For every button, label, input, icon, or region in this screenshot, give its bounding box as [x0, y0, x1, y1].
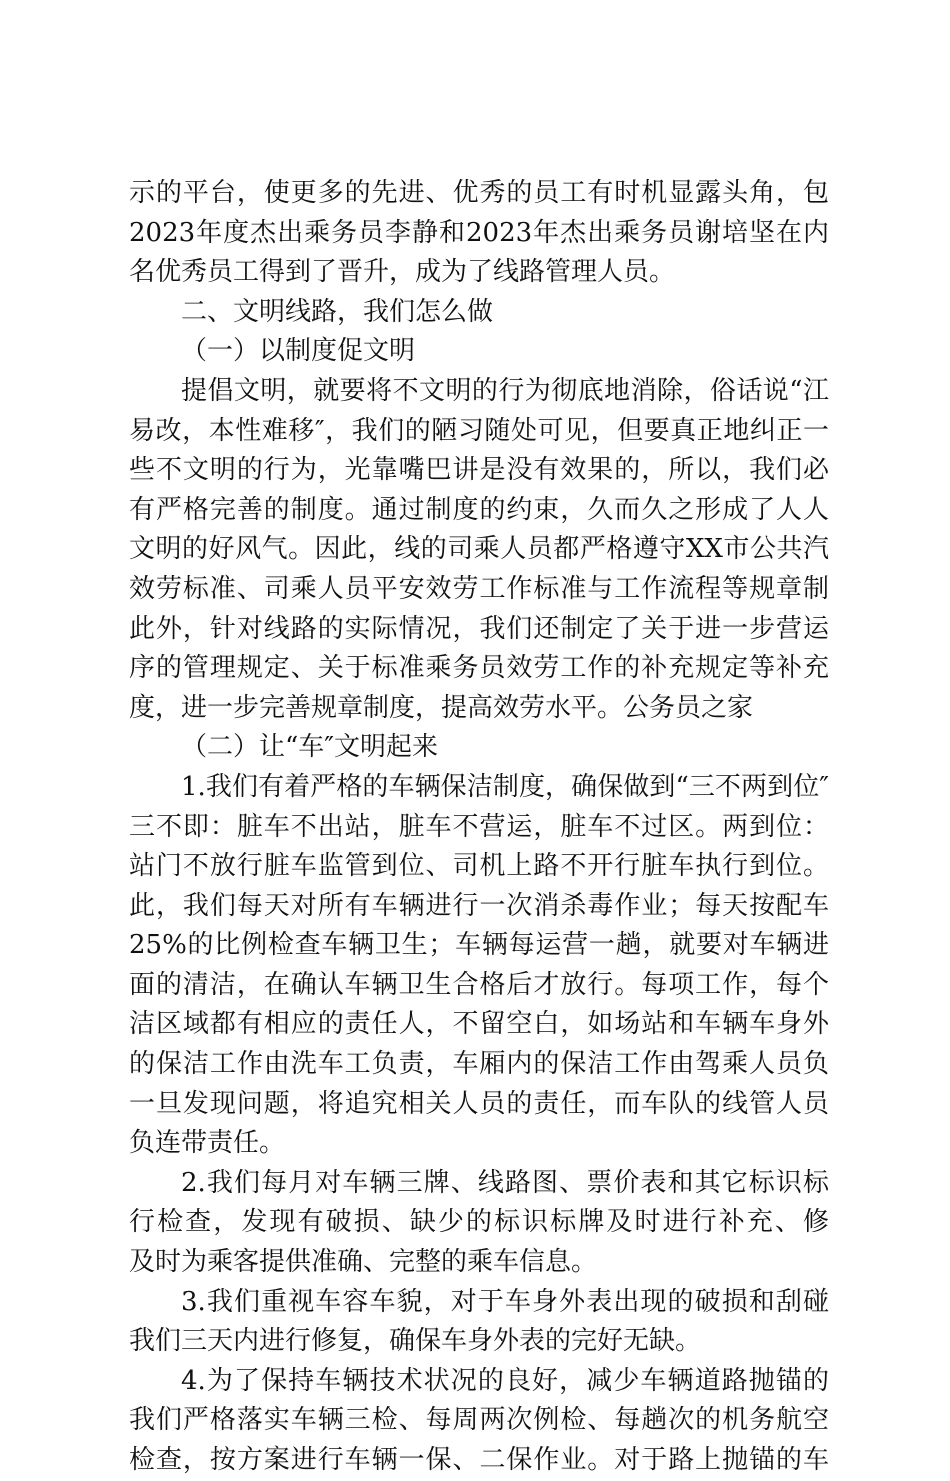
text-line: 些不文明的行为，光靠嘴巴讲是没有效果的，所以，我们必 — [129, 455, 829, 486]
text-line: 站门不放行脏车监管到位、司机上路不开行脏车执行到位。 — [129, 851, 829, 882]
text-line: 此外，针对线路的实际情况，我们还制定了关于进一步营运 — [129, 613, 829, 644]
text-line: 洁区域都有相应的责任人，不留空白，如场站和车辆车身外 — [129, 1009, 829, 1040]
text-line: 一旦发现问题，将追究相关人员的责任，而车队的线管人员 — [129, 1088, 829, 1119]
document-body — [129, 174, 829, 1481]
text-line: 及时为乘客提供准确、完整的乘车信息。 — [129, 1247, 598, 1278]
text-line: 序的管理规定、关于标准乘务员效劳工作的补充规定等补充 — [129, 653, 829, 684]
text-line: （二）让“车″文明起来 — [181, 732, 439, 763]
text-line: 文明的好风气。因此，线的司乘人员都严格遵守XX市公共汽 — [129, 534, 829, 565]
text-line: 度，进一步完善规章制度，提高效劳水平。公务员之家 — [129, 692, 754, 723]
text-line: 2023年度杰出乘务员李静和2023年杰出乘务员谢培坚在内 — [129, 217, 829, 248]
text-line: 25%的比例检查车辆卫生；车辆每运营一趟，就要对车辆进 — [129, 930, 829, 961]
text-line: 1.我们有着严格的车辆保洁制度，确保做到“三不两到位″ — [181, 771, 829, 802]
text-line: 检查，按方案进行车辆一保、二保作业。对于路上抛锚的车 — [129, 1445, 829, 1475]
text-line: 三不即：脏车不出站，脏车不营运，脏车不过区。两到位： — [129, 811, 829, 842]
text-line: 效劳标准、司乘人员平安效劳工作标准与工作流程等规章制 — [129, 573, 829, 604]
text-line: 有严格完善的制度。通过制度的约束，久而久之形成了人人 — [129, 494, 829, 525]
text-line: 2.我们每月对车辆三牌、线路图、票价表和其它标识标 — [181, 1167, 829, 1198]
text-line: 提倡文明，就要将不文明的行为彻底地消除，俗话说“江 — [181, 375, 829, 406]
text-line: 面的清洁，在确认车辆卫生合格后才放行。每项工作，每个 — [129, 969, 829, 1000]
text-line: 名优秀员工得到了晋升，成为了线路管理人员。 — [129, 257, 676, 288]
text-line: （一）以制度促文明 — [181, 336, 416, 367]
text-line: 此，我们每天对所有车辆进行一次消杀毒作业；每天按配车 — [129, 890, 829, 921]
text-line: 二、文明线路，我们怎么做 — [181, 296, 494, 327]
text-line: 3.我们重视车容车貌，对于车身外表出现的破损和刮碰 — [181, 1286, 829, 1317]
text-line: 4.为了保持车辆技术状况的良好，减少车辆道路抛锚的 — [181, 1365, 829, 1396]
text-line: 的保洁工作由洗车工负责，车厢内的保洁工作由驾乘人员负 — [129, 1049, 829, 1080]
text-line: 示的平台，使更多的先进、优秀的员工有时机显露头角，包 — [129, 178, 829, 208]
text-line: 我们三天内进行修复，确保车身外表的完好无缺。 — [129, 1326, 702, 1357]
text-line: 负连带责任。 — [129, 1128, 286, 1159]
text-line: 我们严格落实车辆三检、每周两次例检、每趟次的机务航空 — [129, 1405, 829, 1436]
text-line: 易改，本性难移″，我们的陋习随处可见，但要真正地纠正一 — [129, 415, 829, 446]
text-line: 行检查，发现有破损、缺少的标识标牌及时进行补充、修 — [129, 1207, 829, 1238]
